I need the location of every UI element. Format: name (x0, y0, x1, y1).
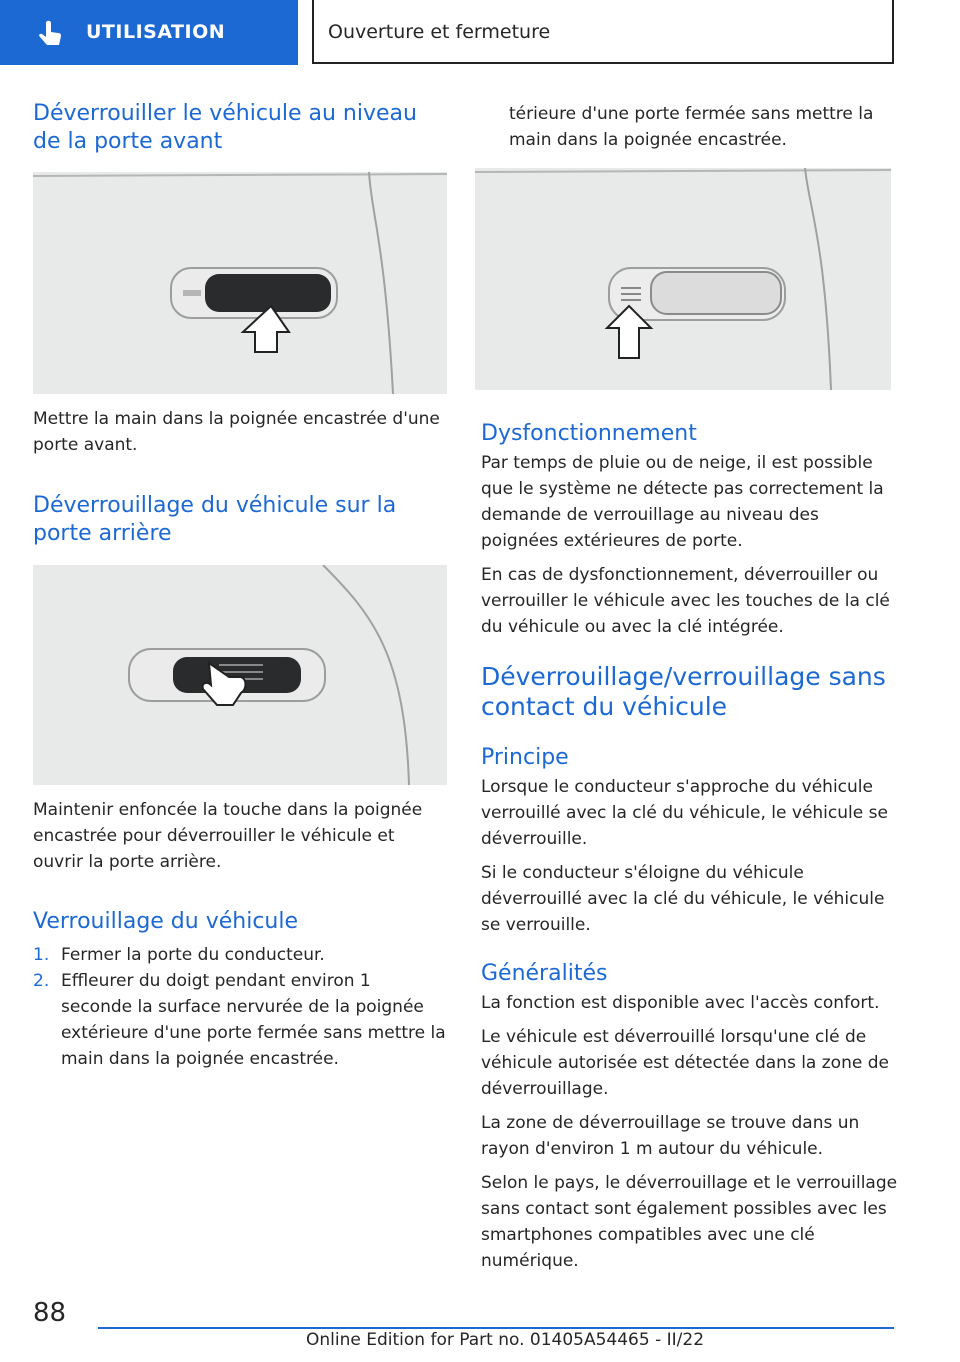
touch-hand-icon (34, 19, 66, 49)
section-label: Ouverture et fermeture (328, 21, 551, 43)
continuation-block (509, 101, 899, 153)
list-item (33, 942, 447, 968)
section-header (312, 0, 894, 64)
heading-front-door: Déverrouiller le véhicule au niveau de la porte avant (33, 101, 417, 154)
malfunction-section (481, 420, 899, 640)
malfunction-paragraph-2: En cas de dysfonctionnement, déverrouiller ou verrouiller le véhicule avec les touches de la clé du véhicule ou avec la clé intégrée. (481, 565, 890, 637)
heading-contactless: Déverrouillage/verrouillage sans contact du véhicule (481, 662, 886, 721)
general-paragraph-1: La fonction est disponible avec l'accès confort. (481, 993, 880, 1013)
heading-front-door-block (33, 100, 447, 156)
principle-paragraph-1: Lorsque le conducteur s'approche du véhicule verrouillé avec la clé du véhicule, le véhicule se déverrouille. (481, 777, 888, 849)
chapter-label: UTILISATION (86, 21, 226, 43)
step-number: 1. (33, 945, 50, 965)
lock-section (33, 908, 447, 1072)
caption-front-door: Mettre la main dans la poignée encastrée d'une porte avant. (33, 409, 440, 455)
continuation-text: térieure d'une porte fermée sans mettre la main dans la poignée encastrée. (509, 104, 874, 150)
figure-lock-handle (475, 168, 891, 390)
caption-front-block (33, 406, 447, 458)
step-text: Effleurer du doigt pendant environ 1 seconde la surface nervurée de la poignée extérieure d'une porte fermée sans mettre la main dans la poignée encastrée. (61, 971, 446, 1069)
heading-general: Généralités (481, 961, 608, 986)
general-paragraph-2: Le véhicule est déverrouillé lorsqu'une clé de véhicule autorisée est détectée dans la zone de déverrouillage. (481, 1027, 889, 1099)
malfunction-paragraph-1: Par temps de pluie ou de neige, il est possible que le système ne détecte pas correctement la demande de verrouillage au niveau des poignées extérieures de porte. (481, 453, 884, 551)
caption-rear-door: Maintenir enfoncée la touche dans la poignée encastrée pour déverrouiller le véhicule et ouvrir la porte arrière. (33, 800, 423, 872)
figure-front-door-handle (33, 172, 447, 394)
page-number: 88 (33, 1298, 67, 1328)
chapter-tab[interactable] (0, 0, 298, 65)
footer-divider (98, 1327, 894, 1329)
heading-rear-door-block (33, 492, 447, 548)
principle-paragraph-2: Si le conducteur s'éloigne du véhicule déverrouillé avec la clé du véhicule, le véhicule se verrouille. (481, 863, 885, 935)
step-number: 2. (33, 971, 50, 991)
caption-rear-block (33, 797, 447, 875)
heading-malfunction: Dysfonctionnement (481, 421, 697, 446)
heading-rear-door: Déverrouillage du véhicule sur la porte arrière (33, 493, 397, 546)
contactless-section (481, 662, 899, 1274)
footer-edition: Online Edition for Part no. 01405A54465 - II/22 (306, 1330, 705, 1350)
general-paragraph-3: La zone de déverrouillage se trouve dans un rayon d'environ 1 m autour du véhicule. (481, 1113, 860, 1159)
figure-rear-door-handle (33, 565, 447, 785)
step-text: Fermer la porte du conducteur. (61, 945, 325, 965)
list-item (33, 968, 447, 1072)
lock-steps-list (33, 942, 447, 1072)
heading-lock: Verrouillage du véhicule (33, 909, 299, 934)
general-paragraph-4: Selon le pays, le déverrouillage et le verrouillage sans contact sont également possibles avec les smartphones compatibles avec une clé numérique. (481, 1173, 898, 1271)
heading-principle: Principe (481, 745, 569, 770)
